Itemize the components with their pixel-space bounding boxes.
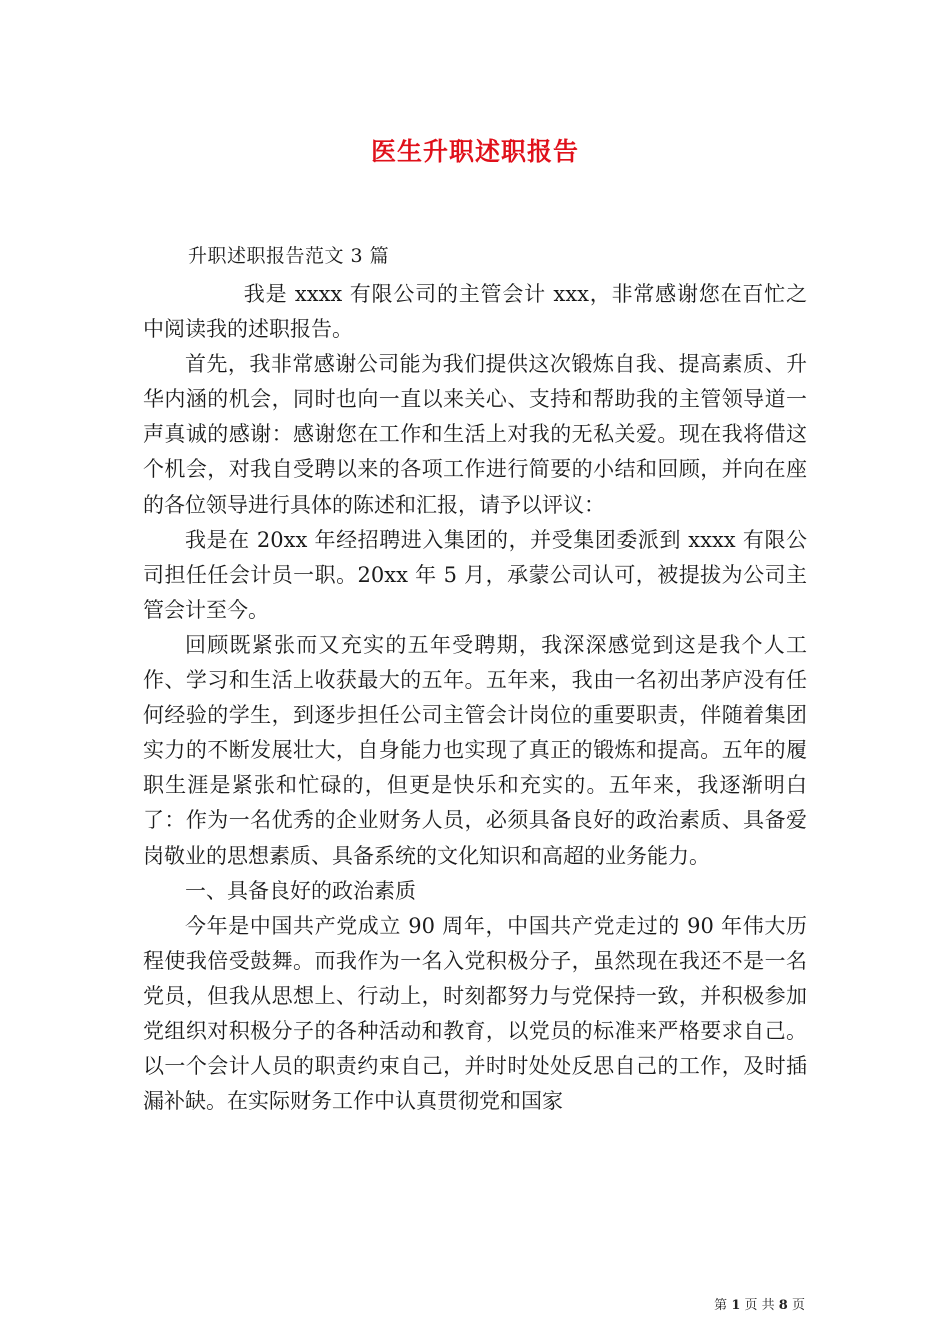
footer-total-pages: 8 [778, 1298, 788, 1313]
footer-prefix: 第 [714, 1298, 728, 1313]
paragraph-political: 今年是中国共产党成立 90 周年，中国共产党走过的 90 年伟大历程使我倍受鼓舞。而我作为一名入党积极分子，虽然现在我还不是一名党员，但我从思想上、行动上，时刻都努力与党保持一致，并积极参加党组织对积极分子的各种活动和教育，以党员的标准来严格要求自己。以一个会计人员的职责约束自己，并时时处处反思自己的工作，及时插漏补缺。在实际财务工作中认真贯彻党和国家 [143, 913, 807, 1114]
page-number-footer [714, 1294, 805, 1313]
footer-current-page: 1 [731, 1298, 741, 1313]
paragraph-review: 回顾既紧张而又充实的五年受聘期，我深深感觉到这是我个人工作、学习和生活上收获最大的五年。五年来，我由一名初出茅庐没有任何经验的学生，到逐步担任公司主管会计岗位的重要职责，伴随着集团实力的不断发展壮大，自身能力也实现了真正的锻炼和提高。五年的履职生涯是紧张和忙碌的，但更是快乐和充实的。五年来，我逐渐明白了：作为一名优秀的企业财务人员，必须具备良好的政治素质、具备爱岗敬业的思想素质、具备系统的文化知识和高超的业务能力。 [143, 632, 807, 868]
paragraph-thanks: 首先，我非常感谢公司能为我们提供这次锻炼自我、提高素质、升华内涵的机会，同时也向一直以来关心、支持和帮助我的主管领导道一声真诚的感谢：感谢您在工作和生活上对我的无私关爱。现在我将借这个机会，对我自受聘以来的各项工作进行简要的小结和回顾，并向在座的各位领导进行具体的陈述和汇报，请予以评议： [143, 352, 807, 517]
section-heading-political: 一、具备良好的政治素质 [185, 878, 416, 903]
footer-middle: 页 共 [744, 1298, 775, 1313]
paragraph-background: 我是在 20xx 年经招聘进入集团的，并受集团委派到 xxxx 有限公司担任任会计员一职。20xx 年 5 月，承蒙公司认可，被提拔为公司主管会计至今。 [143, 527, 807, 622]
document-body [143, 277, 807, 1119]
document-title: 医生升职述职报告 [370, 137, 579, 166]
paragraph-intro: 我是 xxxx 有限公司的主管会计 xxx，非常感谢您在百忙之中阅读我的述职报告。 [143, 282, 807, 342]
footer-suffix: 页 [791, 1298, 805, 1313]
document-subtitle: 升职述职报告范文 3 篇 [188, 245, 390, 267]
